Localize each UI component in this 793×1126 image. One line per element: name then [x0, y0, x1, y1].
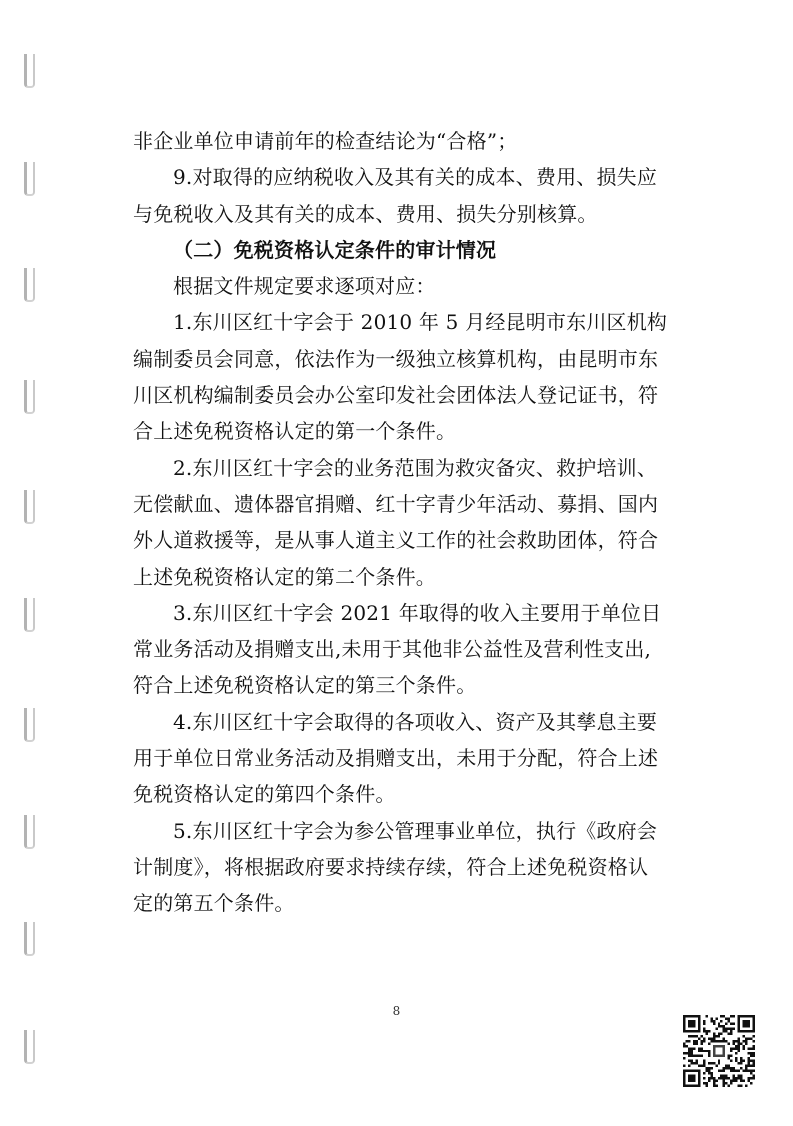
text-line: 1.东川区红十字会于 2010 年 5 月经昆明市东川区机构: [173, 310, 668, 335]
text-line: 合上述免税资格认定的第一个条件。: [133, 419, 457, 444]
text-line: 无偿献血、遗体器官捐赠、红十字青少年活动、募捐、国内: [133, 491, 659, 516]
text-line: 常业务活动及捐赠支出,未用于其他非公益性及营利性支出,: [133, 637, 652, 662]
text-line: 2.东川区红十字会的业务范围为救灾备灾、救护培训、: [173, 455, 658, 480]
text-line: 4.东川区红十字会取得的各项收入、资产及其孳息主要: [173, 709, 658, 734]
text-line: 计制度》，将根据政府要求持续存续，符合上述免税资格认: [133, 854, 649, 879]
section-heading: （二）免税资格认定条件的审计情况: [173, 237, 497, 262]
binding-mark: [24, 922, 35, 956]
text-line: 川区机构编制委员会办公室印发社会团体法人登记证书，符: [133, 383, 659, 408]
text-line: 3.东川区红十字会 2021 年取得的收入主要用于单位日: [173, 600, 662, 625]
text-line: 用于单位日常业务活动及捐赠支出，未用于分配，符合上述: [133, 746, 659, 771]
text-line: 5.东川区红十字会为参公管理事业单位，执行《政府会: [173, 818, 658, 843]
text-line: 免税资格认定的第四个条件。: [133, 782, 396, 807]
binding-mark: [24, 598, 35, 632]
binding-mark: [24, 54, 35, 88]
binding-mark: [24, 815, 35, 849]
binding-mark: [24, 268, 35, 302]
text-line: 外人道救援等，是从事人道主义工作的社会救助团体，符合: [133, 528, 659, 553]
binding-mark: [24, 380, 35, 414]
text-line: 与免税收入及其有关的成本、费用、损失分别核算。: [133, 201, 598, 226]
binding-mark: [24, 490, 35, 524]
text-line: 定的第五个条件。: [133, 891, 295, 916]
page-number: 8: [392, 1004, 401, 1018]
text-line: 9.对取得的应纳税收入及其有关的成本、费用、损失应: [173, 165, 658, 190]
qr-code-icon: [683, 1015, 755, 1087]
binding-mark: [24, 162, 35, 196]
text-line: 编制委员会同意，依法作为一级独立核算机构，由昆明市东: [133, 346, 659, 371]
text-line: 非企业单位申请前年的检查结论为“合格”；: [133, 129, 518, 153]
text-line: 根据文件规定要求逐项对应：: [173, 274, 436, 299]
text-line: 上述免税资格认定的第二个条件。: [133, 564, 436, 589]
document-body: [133, 123, 673, 922]
text-line: 符合上述免税资格认定的第三个条件。: [133, 673, 477, 698]
binding-mark: [24, 1030, 35, 1064]
binding-mark: [24, 708, 35, 742]
